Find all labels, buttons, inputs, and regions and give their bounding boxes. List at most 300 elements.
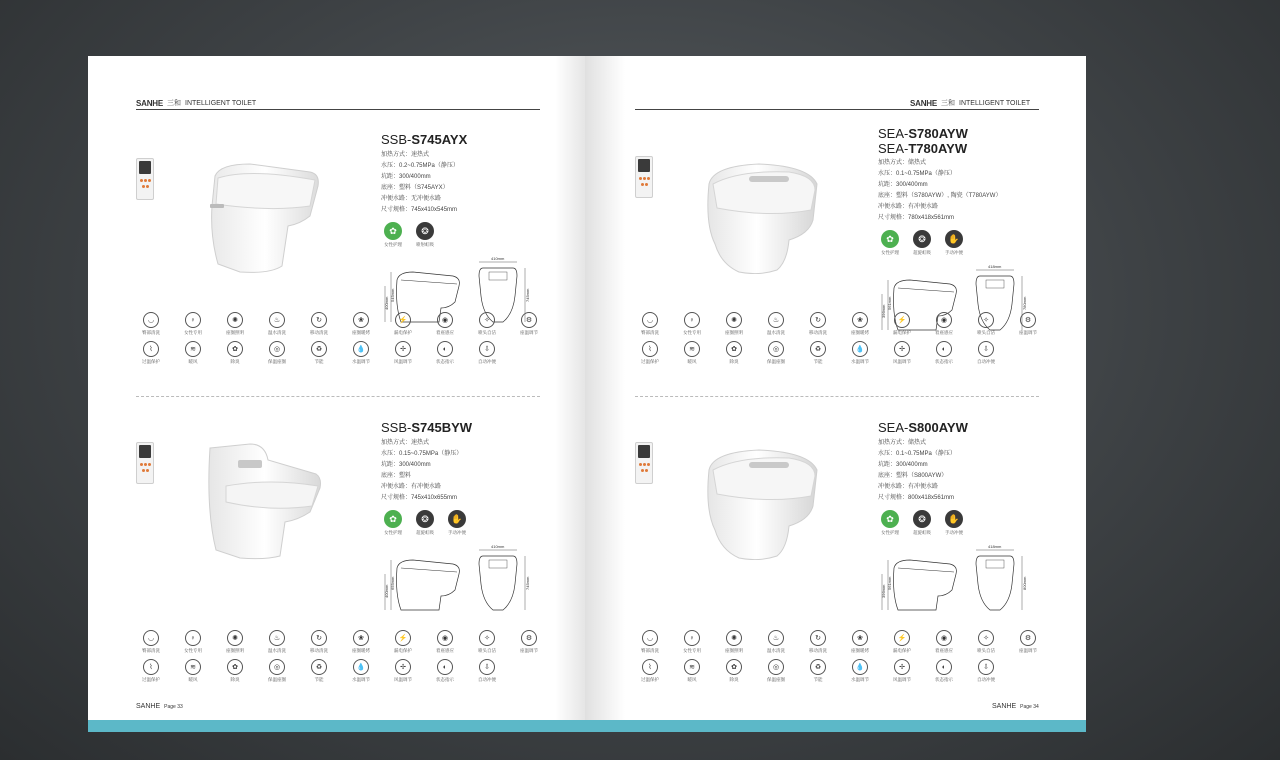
function-icon (466, 659, 508, 683)
function-glyph-icon: ✢ (894, 341, 910, 357)
function-icon (172, 659, 214, 683)
function-glyph-icon: ♨ (269, 312, 285, 328)
model-line (878, 141, 968, 156)
feature-badges (878, 510, 966, 536)
function-glyph-icon: ≋ (185, 659, 201, 675)
function-icon-grid (130, 630, 550, 683)
function-icon-grid (130, 312, 550, 365)
function-label: 座圈暖烤 (352, 648, 370, 653)
function-glyph-icon: ◎ (768, 659, 784, 675)
function-label: 座圈暖烤 (851, 648, 869, 653)
spec-line: 冲便水路：无冲便水路 (381, 196, 442, 202)
function-label: 水温调节 (352, 359, 370, 364)
function-icon (797, 341, 839, 365)
function-icon (172, 630, 214, 654)
function-glyph-icon: ✿ (227, 341, 243, 357)
function-label: 暖风 (687, 677, 697, 682)
function-icon (713, 312, 755, 336)
page-header (910, 96, 1030, 110)
flower-icon: ✿ (384, 222, 402, 240)
dim-height-label: 561mm (887, 576, 892, 590)
spec-line: 坑距：300/400mm (878, 182, 928, 188)
function-icon (1007, 312, 1049, 336)
hand-icon: ✋ (945, 230, 963, 248)
function-glyph-icon: ◎ (768, 341, 784, 357)
remote-screen (139, 161, 151, 174)
function-glyph-icon: ◡ (642, 630, 658, 646)
function-icon (629, 630, 671, 654)
feature-badge (381, 510, 405, 536)
function-label: 臀部清洗 (641, 648, 659, 653)
spec-line: 加热方式：储热式 (878, 160, 927, 166)
dimension-drawing (383, 544, 533, 621)
function-icon (923, 659, 965, 683)
feature-label: 女性护理 (881, 250, 899, 255)
spec-line: 水压：0.2~0.75MPa（静压） (381, 163, 459, 169)
header-rule (136, 109, 540, 110)
function-icon (466, 312, 508, 336)
function-icon (923, 630, 965, 654)
function-label: 漏电保护 (893, 648, 911, 653)
water-drop-icon: ❂ (913, 230, 931, 248)
function-label: 自动冲便 (478, 677, 496, 682)
function-icon (172, 341, 214, 365)
function-glyph-icon: ♻ (311, 341, 327, 357)
dim-seat-height-label: 396mm (881, 584, 886, 598)
function-glyph-icon: ↻ (810, 630, 826, 646)
dim-top-label: 418mm (988, 544, 1002, 549)
spec-list (381, 150, 459, 216)
function-label: 节能 (813, 359, 823, 364)
feature-label: 超旋虹吸 (913, 530, 931, 535)
function-label: 过温保护 (142, 359, 160, 364)
function-glyph-icon: ❀ (852, 630, 868, 646)
function-label: 风温调节 (394, 677, 412, 682)
model-title (381, 420, 472, 435)
spec-list (381, 438, 462, 504)
remote-button (645, 469, 648, 472)
function-glyph-icon: ⌇ (143, 659, 159, 675)
remote-button (647, 177, 650, 180)
feature-badges (381, 510, 469, 536)
function-icon (214, 659, 256, 683)
remote-control-image (635, 156, 653, 198)
flower-icon: ✿ (384, 510, 402, 528)
remote-button (645, 183, 648, 186)
spec-line: 尺寸规格：745x410x655mm (381, 495, 458, 501)
function-glyph-icon: ≋ (684, 659, 700, 675)
function-glyph-icon: ⇩ (479, 659, 495, 675)
dim-height-label: 655mm (390, 576, 395, 590)
function-glyph-icon: ✿ (726, 341, 742, 357)
function-icon (256, 630, 298, 654)
function-icon (256, 312, 298, 336)
function-icon (965, 312, 1007, 336)
model-number: S780AYW (908, 126, 968, 141)
function-icon (1007, 630, 1049, 654)
water-drop-icon: ❂ (416, 510, 434, 528)
header-rule (635, 109, 1039, 110)
function-icon (340, 341, 382, 365)
function-glyph-icon: ◐ (936, 341, 952, 357)
function-label: 喷头自洁 (977, 648, 995, 653)
function-glyph-icon: ⌇ (642, 341, 658, 357)
function-icon (839, 659, 881, 683)
hand-icon: ✋ (945, 510, 963, 528)
toilet-photo (170, 146, 330, 281)
page-footer (136, 703, 183, 710)
dim-height-label: 561mm (887, 296, 892, 310)
spec-line: 加热方式：速热式 (381, 152, 430, 158)
feature-label: 超旋虹吸 (416, 530, 434, 535)
function-glyph-icon: ◡ (642, 312, 658, 328)
page-footer (992, 703, 1039, 710)
function-glyph-icon: ≋ (684, 341, 700, 357)
spec-line: 尺寸规格：780x418x561mm (878, 215, 955, 221)
feature-badge (910, 230, 934, 256)
product-block (88, 126, 585, 396)
function-label: 风温调节 (893, 677, 911, 682)
function-glyph-icon: ✢ (395, 341, 411, 357)
function-glyph-icon: ◐ (437, 341, 453, 357)
function-icon (965, 659, 1007, 683)
function-label: 保温座圈 (767, 677, 785, 682)
spec-line: 尺寸规格：800x418x561mm (878, 495, 955, 501)
function-label: 喷头自洁 (478, 648, 496, 653)
function-label: 自动冲便 (977, 677, 995, 682)
spec-line: 坑距：300/400mm (381, 174, 431, 180)
accent-strip (88, 720, 1086, 732)
function-icon (797, 312, 839, 336)
page-number: Page 33 (164, 704, 183, 710)
function-icon (298, 312, 340, 336)
function-icon (881, 630, 923, 654)
product-block (585, 418, 1086, 698)
function-icon (839, 341, 881, 365)
dim-length-label: 780mm (1022, 296, 1027, 310)
dim-top-label: 418mm (988, 264, 1002, 269)
function-glyph-icon: ◉ (437, 312, 453, 328)
model-line (878, 126, 968, 141)
feature-label: 女性护理 (384, 530, 402, 535)
function-icon (382, 630, 424, 654)
remote-button (144, 179, 147, 182)
section-divider (635, 396, 1039, 397)
function-label: 女性专用 (683, 648, 701, 653)
function-label: 过温保护 (142, 677, 160, 682)
spec-line: 坑距：300/400mm (381, 462, 431, 468)
function-label: 漏电保护 (394, 330, 412, 335)
function-label: 节能 (314, 359, 324, 364)
function-glyph-icon: ⌇ (143, 341, 159, 357)
function-icon (755, 312, 797, 336)
function-icon (923, 312, 965, 336)
function-label: 着座感应 (436, 330, 454, 335)
product-block (88, 418, 585, 698)
toilet-image (170, 430, 330, 560)
function-glyph-icon: ♻ (810, 659, 826, 675)
function-icon (298, 659, 340, 683)
spec-line: 加热方式：储热式 (878, 440, 927, 446)
dim-height-label: 545mm (390, 288, 395, 302)
function-label: 保温座圈 (268, 677, 286, 682)
function-icon (713, 659, 755, 683)
function-icon (256, 341, 298, 365)
function-glyph-icon: ⌇ (642, 659, 658, 675)
function-icon (298, 341, 340, 365)
function-icon (382, 659, 424, 683)
water-drop-icon: ❂ (913, 510, 931, 528)
spec-line: 水压：0.15~0.75MPa（静压） (381, 451, 463, 457)
function-icon (466, 630, 508, 654)
model-number: S745AYX (411, 132, 468, 147)
function-label: 座圈暖烤 (352, 330, 370, 335)
dim-top-label: 410mm (491, 256, 505, 261)
function-label: 温水清洗 (268, 330, 286, 335)
dim-length-label: 800mm (1022, 576, 1027, 590)
function-label: 移动清洗 (310, 330, 328, 335)
function-label: 座温调节 (1019, 648, 1037, 653)
brochure-spread (88, 56, 1086, 734)
brand-name: SANHE (910, 98, 938, 108)
left-page (88, 56, 585, 726)
function-label: 女性专用 (184, 648, 202, 653)
remote-button (647, 463, 650, 466)
function-label: 漏电保护 (394, 648, 412, 653)
function-label: 温水清洗 (268, 648, 286, 653)
function-icon (755, 341, 797, 365)
spec-line: 尺寸规格：745x410x545mm (381, 207, 458, 213)
dim-length-label: 745mm (525, 288, 530, 302)
function-glyph-icon: ✢ (894, 659, 910, 675)
function-label: 温水清洗 (767, 648, 785, 653)
function-label: 暖风 (687, 359, 697, 364)
remote-button (142, 185, 145, 188)
function-glyph-icon: ⇩ (978, 341, 994, 357)
feature-badge (413, 510, 437, 536)
function-label: 节能 (314, 677, 324, 682)
remote-button (643, 463, 646, 466)
spec-line: 底座：塑料（S800AYW） (878, 473, 948, 479)
function-label: 自动冲便 (478, 359, 496, 364)
function-glyph-icon: ◐ (437, 659, 453, 675)
function-icon (881, 341, 923, 365)
remote-button (146, 469, 149, 472)
function-icon (671, 341, 713, 365)
function-icon (508, 312, 550, 336)
function-icon (755, 630, 797, 654)
function-label: 座圈照明 (226, 330, 244, 335)
model-number: S800AYW (908, 420, 968, 435)
function-label: 风温调节 (394, 359, 412, 364)
function-icon (755, 659, 797, 683)
spec-line: 冲便水路：有冲便水路 (878, 204, 939, 210)
spec-list (878, 158, 1001, 224)
spec-line: 底座：塑料（S780AYW）, 陶瓷（T780AYW） (878, 193, 1002, 199)
function-icon (256, 659, 298, 683)
remote-control-image (136, 442, 154, 484)
function-label: 自动冲便 (977, 359, 995, 364)
toilet-photo (669, 144, 829, 279)
toilet-image (669, 144, 829, 274)
model-title (878, 126, 968, 156)
function-icon (713, 341, 755, 365)
model-prefix: SEA- (878, 420, 909, 435)
remote-screen (139, 445, 151, 458)
function-glyph-icon: ♀ (684, 630, 700, 646)
function-glyph-icon: ↻ (311, 630, 327, 646)
remote-button (148, 179, 151, 182)
remote-control-image (136, 158, 154, 200)
feature-label: 喷射虹吸 (416, 242, 434, 247)
function-label: 座圈照明 (226, 648, 244, 653)
function-glyph-icon: 💧 (353, 659, 369, 675)
feature-badge (942, 230, 966, 256)
function-glyph-icon: ✧ (479, 630, 495, 646)
function-label: 除臭 (230, 359, 240, 364)
page-number: Page 34 (1020, 704, 1039, 710)
remote-button (142, 469, 145, 472)
function-label: 风温调节 (893, 359, 911, 364)
toilet-photo (170, 430, 330, 565)
function-glyph-icon: 💧 (353, 341, 369, 357)
function-label: 保温座圈 (767, 359, 785, 364)
function-icon (298, 630, 340, 654)
remote-screen (638, 445, 650, 458)
function-label: 移动清洗 (310, 648, 328, 653)
function-icon (382, 341, 424, 365)
function-icon (382, 312, 424, 336)
function-label: 暖风 (188, 359, 198, 364)
dim-seat-height-label: 400mm (384, 584, 389, 598)
feature-badge (878, 230, 902, 256)
function-glyph-icon: ✢ (395, 659, 411, 675)
function-icon (466, 341, 508, 365)
spec-list (878, 438, 956, 504)
function-icon (797, 630, 839, 654)
function-glyph-icon: ⚙ (521, 312, 537, 328)
remote-button (144, 463, 147, 466)
function-icon (881, 659, 923, 683)
function-label: 移动清洗 (809, 330, 827, 335)
function-glyph-icon: ✺ (726, 630, 742, 646)
spec-line: 冲便水路：有冲便水路 (878, 484, 939, 490)
dimension-diagram (383, 544, 533, 616)
function-glyph-icon: ✧ (479, 312, 495, 328)
function-label: 女性专用 (184, 330, 202, 335)
function-glyph-icon: 💧 (852, 341, 868, 357)
function-glyph-icon: ◡ (143, 312, 159, 328)
function-glyph-icon: ❀ (353, 630, 369, 646)
page-header (136, 96, 256, 110)
function-icon (130, 630, 172, 654)
section-divider (136, 396, 540, 397)
model-number: T780AYW (908, 141, 968, 156)
function-icon (130, 312, 172, 336)
remote-button (148, 463, 151, 466)
function-label: 座温调节 (520, 330, 538, 335)
function-icon-grid (629, 630, 1049, 683)
function-label: 状态指示 (935, 677, 953, 682)
spec-line: 底座：塑料 (381, 473, 412, 479)
function-glyph-icon: ⚙ (521, 630, 537, 646)
model-line (878, 420, 968, 435)
feature-badges (878, 230, 966, 256)
function-glyph-icon: ≋ (185, 341, 201, 357)
footer-brand: SANHE (992, 703, 1017, 710)
feature-label: 女性护理 (881, 530, 899, 535)
feature-badge (878, 510, 902, 536)
feature-badges (381, 222, 437, 248)
dimension-drawing (880, 544, 1030, 621)
function-label: 座圈照明 (725, 330, 743, 335)
function-glyph-icon: ✺ (227, 630, 243, 646)
remote-button (140, 179, 143, 182)
function-icon (508, 630, 550, 654)
function-label: 除臭 (729, 677, 739, 682)
function-glyph-icon: ⚙ (1020, 630, 1036, 646)
feature-badge (942, 510, 966, 536)
function-label: 着座感应 (436, 648, 454, 653)
function-glyph-icon: ✿ (726, 659, 742, 675)
function-icon (424, 312, 466, 336)
function-icon (797, 659, 839, 683)
function-label: 女性专用 (683, 330, 701, 335)
function-label: 座圈暖烤 (851, 330, 869, 335)
function-label: 状态指示 (436, 359, 454, 364)
function-label: 保温座圈 (268, 359, 286, 364)
function-glyph-icon: ✿ (227, 659, 243, 675)
remote-button (140, 463, 143, 466)
function-icon (214, 312, 256, 336)
remote-screen (638, 159, 650, 172)
function-glyph-icon: ↻ (810, 312, 826, 328)
remote-control-image (635, 442, 653, 484)
function-glyph-icon: ♨ (768, 630, 784, 646)
function-label: 温水清洗 (767, 330, 785, 335)
feature-badge (381, 222, 405, 248)
header-subtitle: INTELLIGENT TOILET (959, 99, 1031, 107)
right-page (585, 56, 1086, 726)
model-prefix: SEA- (878, 141, 909, 156)
function-label: 着座感应 (935, 330, 953, 335)
function-icon (839, 312, 881, 336)
function-icon (424, 659, 466, 683)
function-glyph-icon: ❀ (353, 312, 369, 328)
function-glyph-icon: ✧ (978, 312, 994, 328)
function-glyph-icon: ♀ (684, 312, 700, 328)
function-label: 暖风 (188, 677, 198, 682)
function-label: 节能 (813, 677, 823, 682)
function-label: 状态指示 (436, 677, 454, 682)
function-icon (130, 341, 172, 365)
remote-button (146, 185, 149, 188)
function-icon (629, 312, 671, 336)
function-icon (214, 630, 256, 654)
function-glyph-icon: ◎ (269, 659, 285, 675)
function-glyph-icon: ◉ (936, 312, 952, 328)
function-icon (671, 630, 713, 654)
function-glyph-icon: ◉ (437, 630, 453, 646)
function-icon (881, 312, 923, 336)
feature-label: 手动冲便 (945, 530, 963, 535)
function-icon (214, 341, 256, 365)
hand-icon: ✋ (448, 510, 466, 528)
model-line (381, 420, 472, 435)
function-glyph-icon: ⚡ (395, 630, 411, 646)
function-label: 臀部清洗 (142, 648, 160, 653)
feature-badge (413, 222, 437, 248)
